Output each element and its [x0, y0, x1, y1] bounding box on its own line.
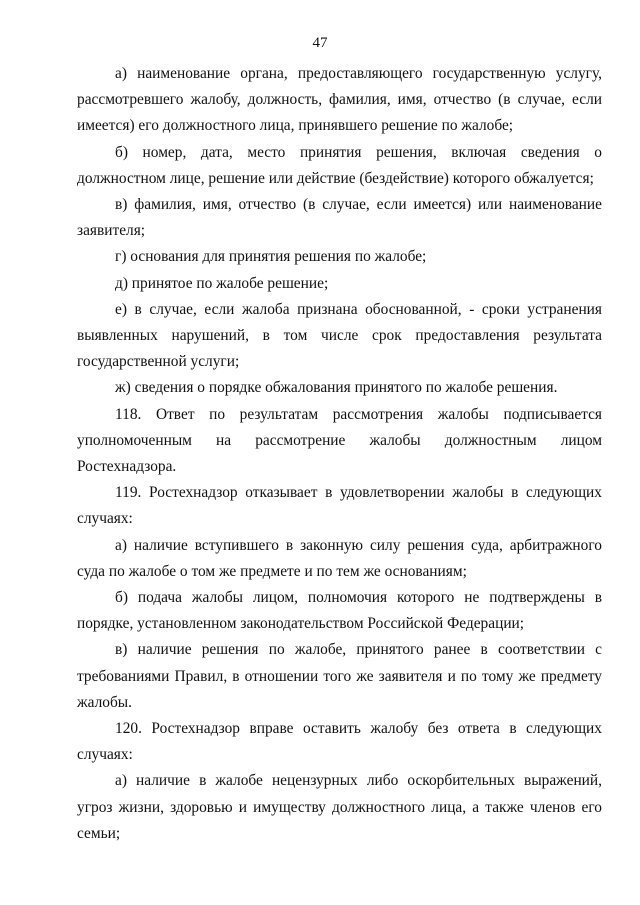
paragraph-120-item-a: а) наличие в жалобе нецензурных либо оскорбительных выражений, угроз жизни, здоровью и имуществу должностного лица, а также членов его семьи; [77, 772, 602, 842]
paragraph-119-item-v: в) наличие решения по жалобе, принятого ранее в соответствии с требованиями Правил, в отношении того же заявителя и по тому же предмету жалобы. [77, 641, 602, 711]
paragraph-item-v-applicant: в) фамилия, имя, отчество (в случае, если имеется) или наименование заявителя; [77, 196, 602, 240]
page-number: 47 [312, 35, 328, 51]
paragraph-item-e-deadlines: е) в случае, если жалоба признана обоснованной, - сроки устранения выявленных нарушений, в том числе срок предоставления результата государственной услуги; [77, 300, 602, 371]
document-body [77, 61, 602, 847]
paragraph-item-d-decision: д) принятое по жалобе решение; [115, 274, 329, 292]
paragraph-119-item-b: б) подача жалобы лицом, полномочия которого не подтверждены в порядке, установленном законодательством Российской Федерации; [77, 589, 602, 633]
paragraph-item-b-decision-details: б) номер, дата, место принятия решения, включая сведения о должностном лице, решение или действие (бездействие) которого обжалуется; [77, 143, 602, 187]
paragraph-section-119: 119. Ростехнадзор отказывает в удовлетворении жалобы в следующих случаях: [77, 484, 602, 528]
paragraph-section-118: 118. Ответ по результатам рассмотрения жалобы подписывается уполномоченным на рассмотрение жалобы должностным лицом Ростехнадзора. [77, 405, 602, 476]
paragraph-section-120: 120. Ростехнадзор вправе оставить жалобу без ответа в следующих случаях: [77, 720, 602, 764]
paragraph-item-a-reviewer: а) наименование органа, предоставляющего государственную услугу, рассмотревшего жалобу, должность, фамилия, имя, отчество (в случае, если имеется) его должностного лица, принявшего решение по жалобе; [77, 65, 602, 135]
paragraph-item-g-grounds: г) основания для принятия решения по жалобе; [115, 248, 427, 266]
paragraph-119-item-a: а) наличие вступившего в законную силу решения суда, арбитражного суда по жалобе о том же предмете и по тем же основаниям; [77, 536, 602, 580]
paragraph-item-zh-appeal-procedure: ж) сведения о порядке обжалования принятого по жалобе решения. [115, 379, 558, 397]
